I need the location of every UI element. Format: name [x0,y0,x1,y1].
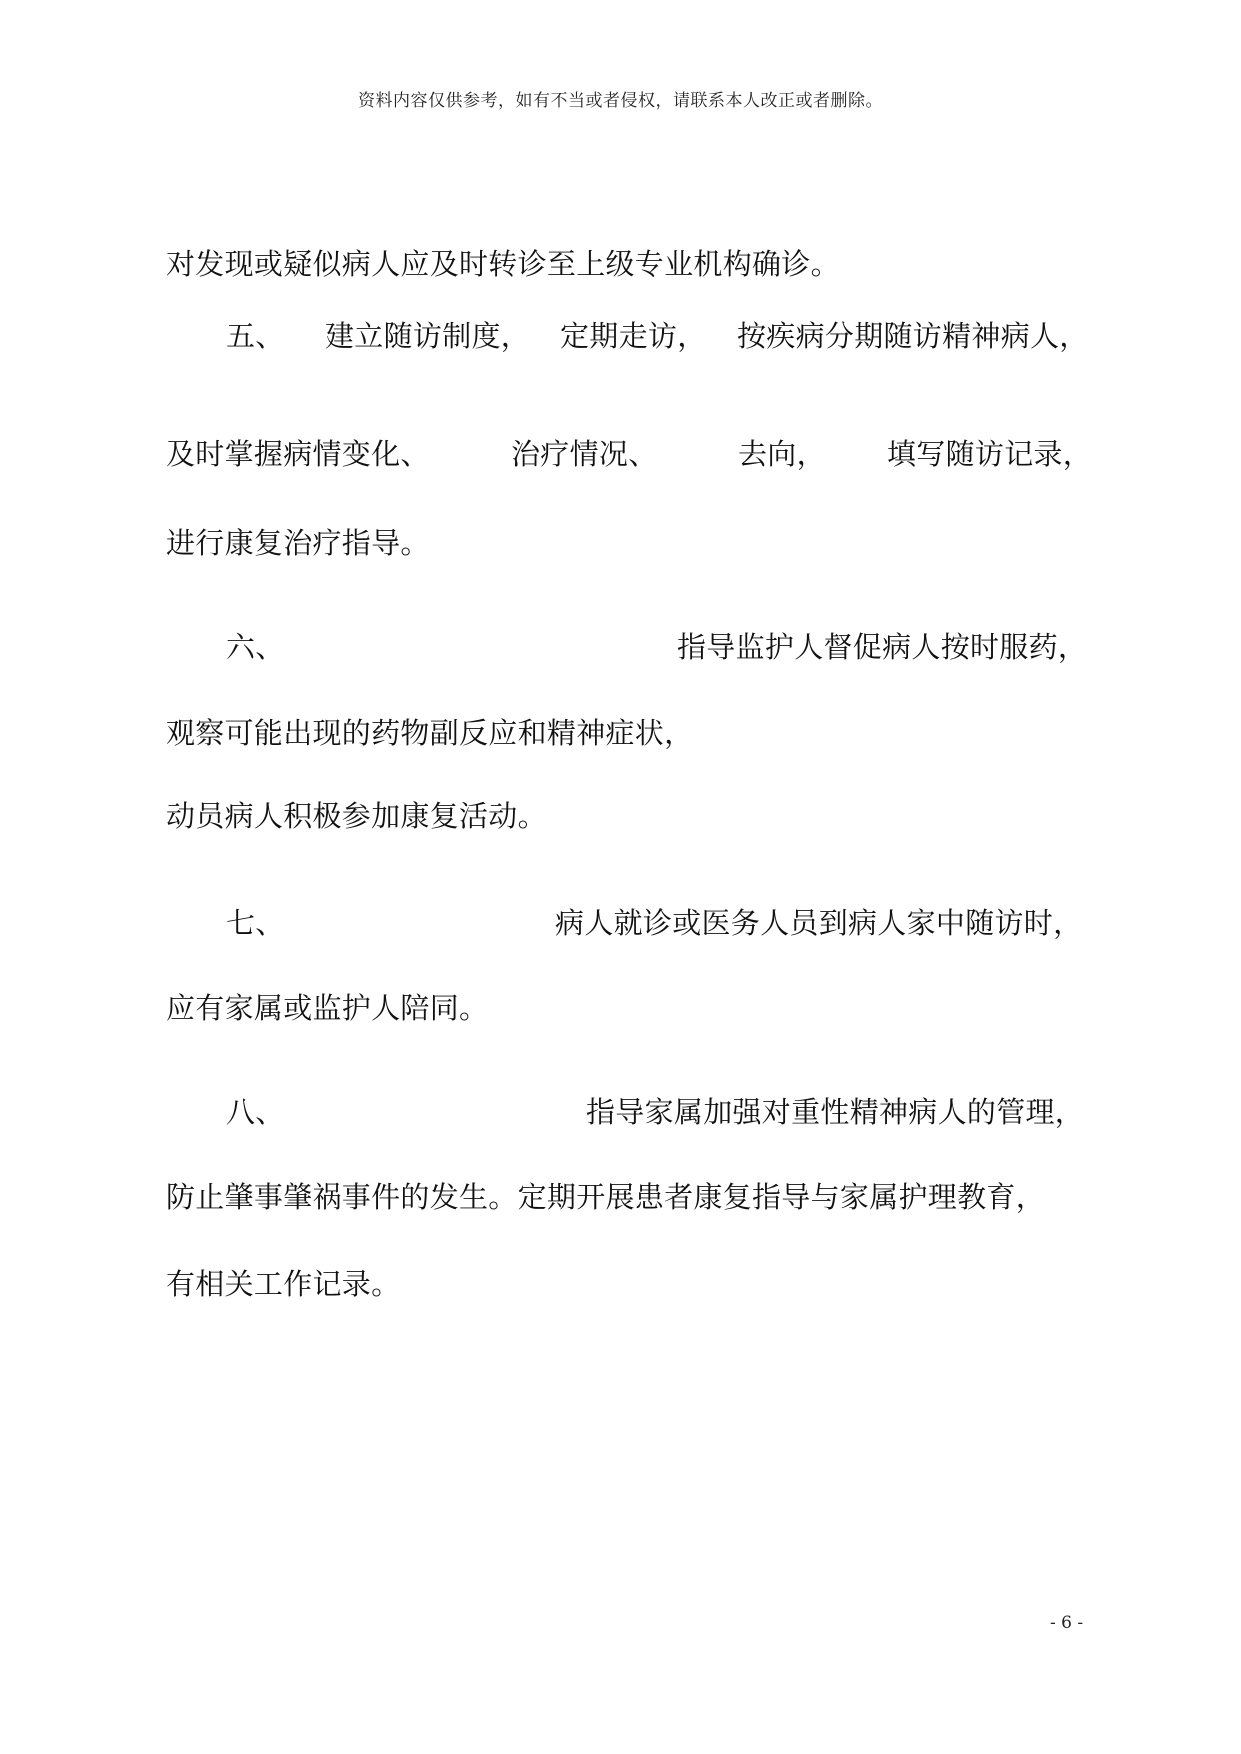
section-5-cont-c: 去向， [738,437,826,471]
page-number: - 6 - [1050,1613,1084,1633]
section-5-cont-b: 治疗情况、 [511,437,658,471]
section-5-text-a: 建立随访制度， [325,319,531,353]
body-line: 防止肇事肇祸事件的发生。定期开展患者康复指导与家属护理教育， [166,1180,1046,1214]
section-5-text-c: 按疾病分期随访精神病人， [737,319,1089,353]
body-line: 动员病人积极参加康复活动。 [166,799,547,833]
section-number-7: 七、 [226,906,285,940]
section-number-6: 六、 [226,630,285,664]
section-8-text: 指导家属加强对重性精神病人的管理， [586,1095,1085,1129]
body-line: 对发现或疑似病人应及时转诊至上级专业机构确诊。 [166,247,840,281]
section-6-text: 指导监护人督促病人按时服药， [677,630,1088,664]
section-number-8: 八、 [226,1095,285,1129]
section-number-5: 五、 [226,319,285,353]
body-line: 应有家属或监护人陪同。 [166,991,489,1025]
body-line: 进行康复治疗指导。 [166,526,430,560]
body-line: 观察可能出现的药物副反应和精神症状， [166,716,694,750]
header-disclaimer: 资料内容仅供参考，如有不当或者侵权，请联系本人改正或者删除。 [358,91,883,111]
body-line: 有相关工作记录。 [166,1267,401,1301]
section-5-cont-a: 及时掌握病情变化、 [166,437,430,471]
section-5-cont-d: 填写随访记录， [887,437,1093,471]
section-5-text-b: 定期走访， [560,319,707,353]
section-7-text: 病人就诊或医务人员到病人家中随访时， [555,906,1083,940]
